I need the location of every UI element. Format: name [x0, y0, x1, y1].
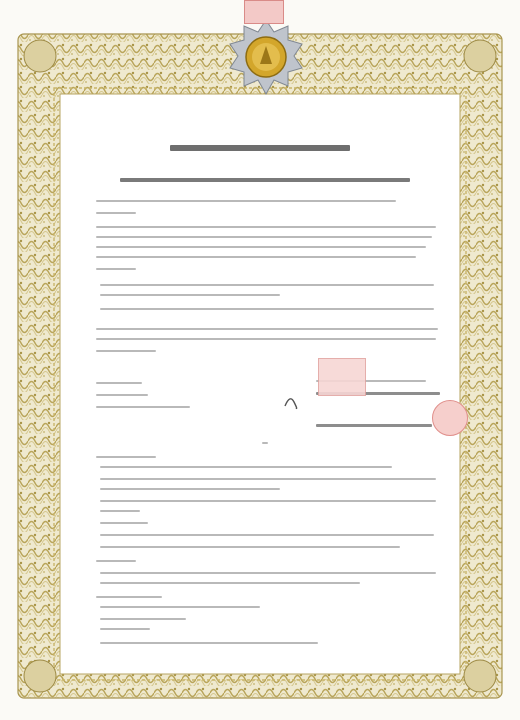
red-stamp-icon	[244, 0, 284, 24]
signature-icon	[282, 392, 298, 410]
subtitle-text-bar	[120, 178, 410, 182]
red-stamp-icon	[318, 358, 366, 396]
round-stamp-icon	[432, 400, 468, 436]
section-marker	[262, 442, 268, 444]
medal-seal-icon	[226, 18, 306, 98]
title-text-bar	[170, 145, 350, 151]
